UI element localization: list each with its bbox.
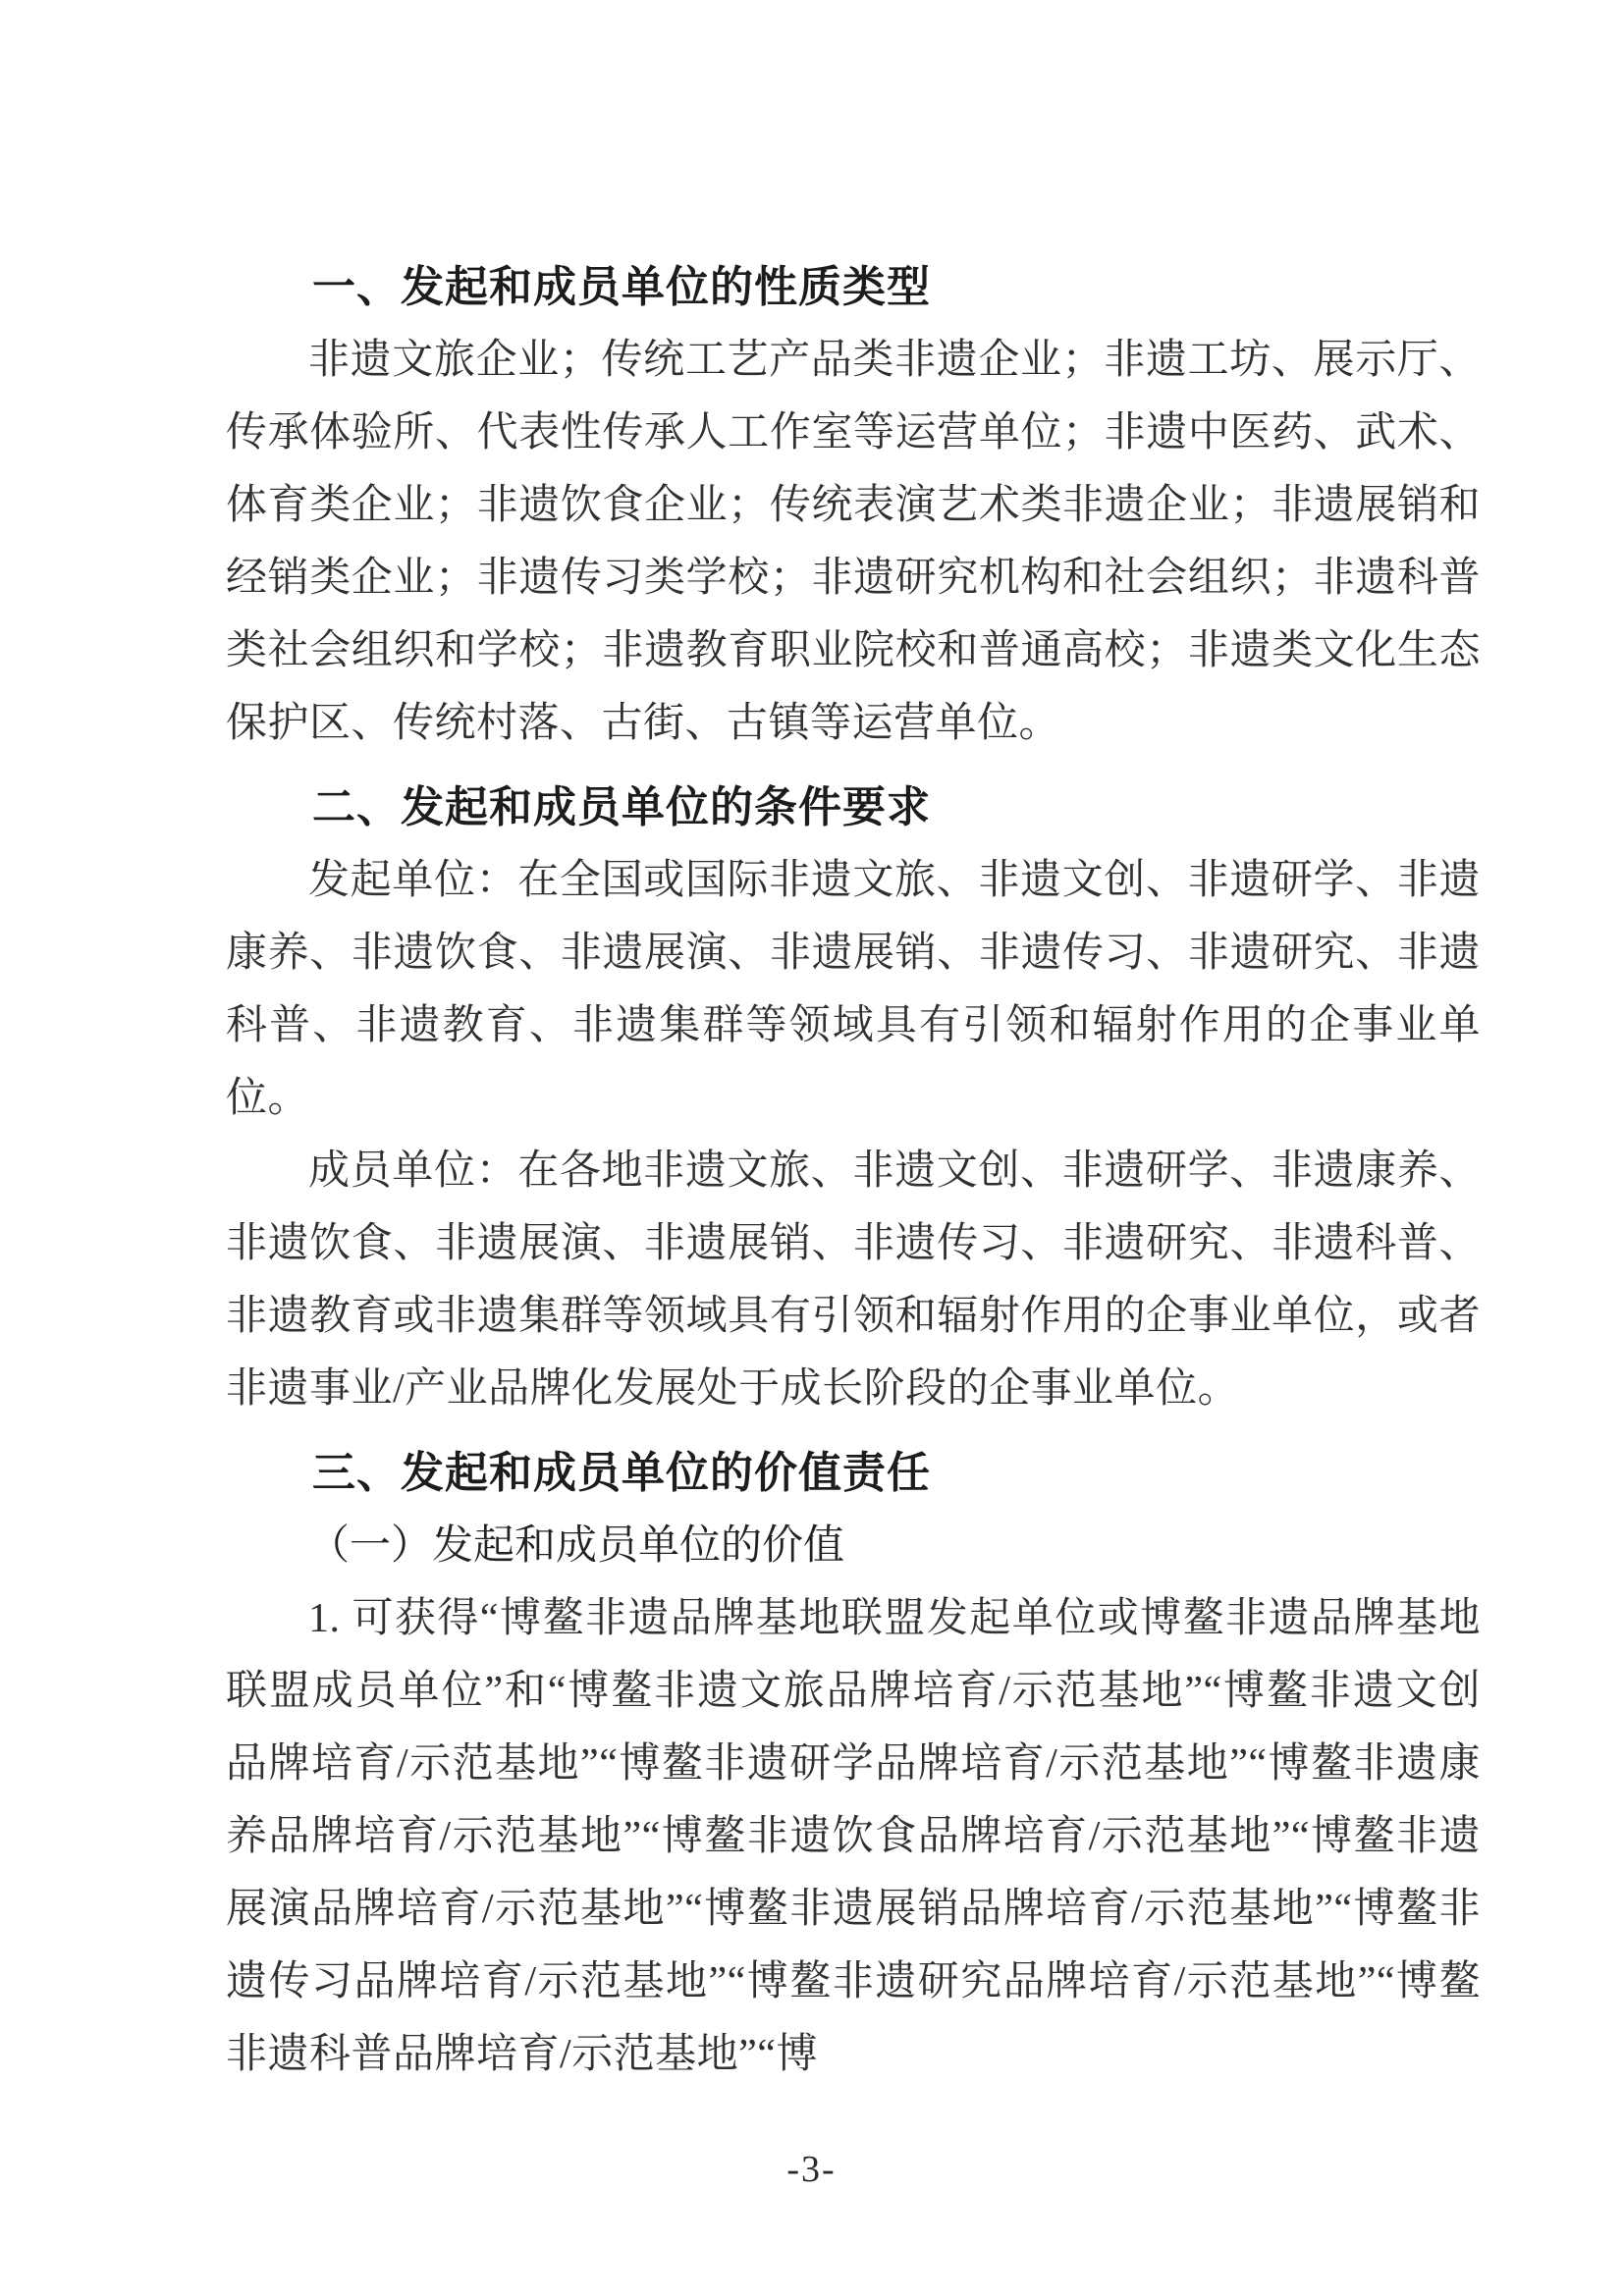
page-number: -3- (786, 2149, 837, 2190)
subsection-heading-unit-value: （一）发起和成员单位的价值 (308, 1523, 845, 1569)
section-heading-value-responsibility: 三、发起和成员单位的价值责任 (312, 1449, 931, 1497)
document-content (226, 0, 1481, 2091)
paragraph-member-units: 成员单位：在各地非遗文旅、非遗文创、非遗研学、非遗康养、非遗饮食、非遗展演、非遗展销、非遗传习、非遗研究、非遗科普、非遗教育或非遗集群等领域具有引领和辐射作用的企事业单位，或者非遗事业/产业品牌化发展处于成长阶段的企事业单位。 (226, 1148, 1481, 1412)
paragraph-brand-base-value: 1. 可获得“博鳌非遗品牌基地联盟发起单位或博鳌非遗品牌基地联盟成员单位”和“博鳌非遗文旅品牌培育/示范基地”“博鳌非遗文创品牌培育/示范基地”“博鳌非遗研学品牌培育/示范基地”“博鳌非遗康养品牌培育/示范基地”“博鳌非遗饮食品牌培育/示范基地”“博鳌非遗展演品牌培育/示范基地”“博鳌非遗展销品牌培育/示范基地”“博鳌非遗传习品牌培育/示范基地”“博鳌非遗研究品牌培育/示范基地”“博鳌非遗科普品牌培育/示范基地”“博 (226, 1596, 1481, 2077)
paragraph-nature-types: 非遗文旅企业；传统工艺产品类非遗企业；非遗工坊、展示厅、传承体验所、代表性传承人工作室等运营单位；非遗中医药、武术、体育类企业；非遗饮食企业；传统表演艺术类非遗企业；非遗展销和经销类企业；非遗传习类学校；非遗研究机构和社会组织；非遗科普类社会组织和学校；非遗教育职业院校和普通高校；非遗类文化生态保护区、传统村落、古街、古镇等运营单位。 (226, 338, 1481, 746)
section-heading-nature-types: 一、发起和成员单位的性质类型 (312, 263, 931, 311)
paragraph-initiator-units: 发起单位：在全国或国际非遗文旅、非遗文创、非遗研学、非遗康养、非遗饮食、非遗展演、非遗展销、非遗传习、非遗研究、非遗科普、非遗教育、非遗集群等领域具有引领和辐射作用的企事业单位。 (226, 858, 1481, 1121)
section-heading-condition-requirements: 二、发起和成员单位的条件要求 (312, 783, 931, 831)
